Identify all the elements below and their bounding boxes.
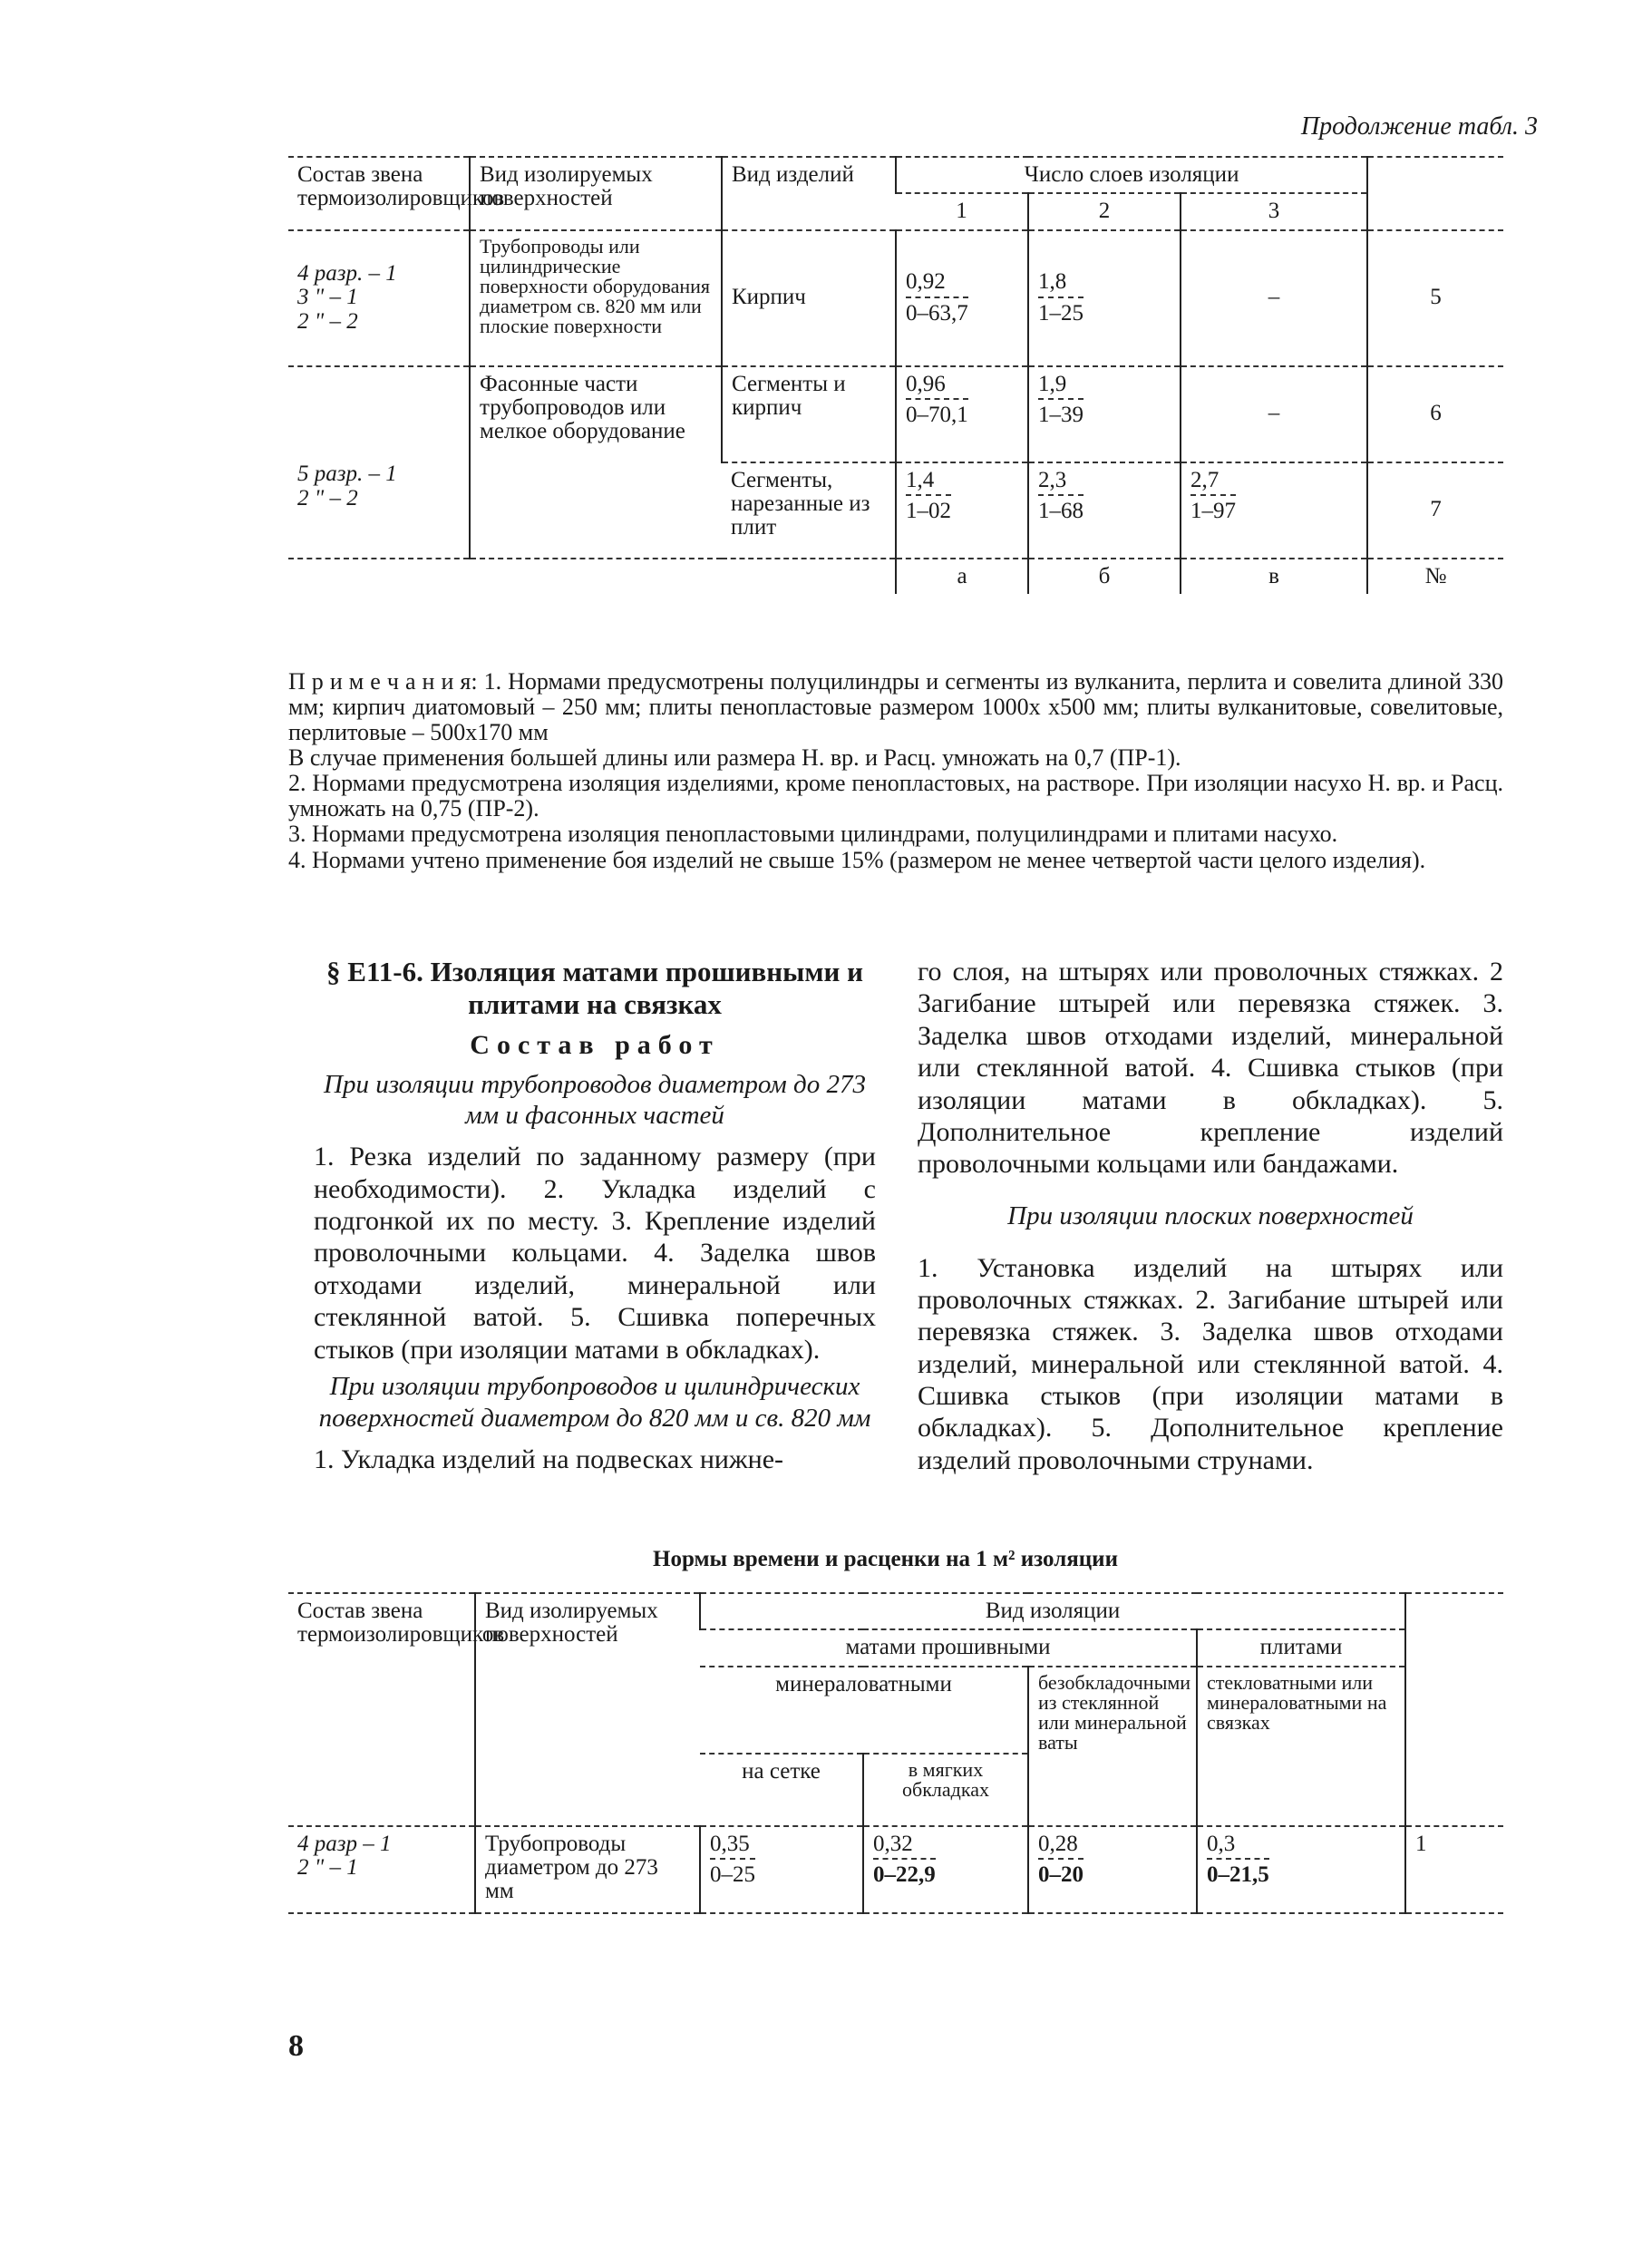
footer-c: в bbox=[1181, 559, 1367, 594]
row-number: 1 bbox=[1405, 1826, 1503, 1913]
header-crew: Состав звена термоизолировщиков bbox=[297, 1599, 505, 1648]
table-caption: Нормы времени и расценки на 1 м² изоляции bbox=[653, 1547, 1118, 1571]
surface-cell: Трубопроводы диаметром до 273 мм bbox=[475, 1826, 700, 1913]
crew-cell: 4 разр. – 1 3 " – 1 2 " – 2 bbox=[297, 261, 397, 334]
left-column bbox=[314, 956, 876, 1475]
value-cell: $\frac{0,28}{0-20}$ bbox=[1028, 1826, 1197, 1913]
header-plates: плитами bbox=[1197, 1629, 1405, 1666]
paragraph: 1. Укладка изделий на подвесках нижне- bbox=[314, 1444, 784, 1474]
page-number: 8 bbox=[288, 2029, 304, 2063]
note-1: П р и м е ч а н и я: 1. Нормами предусмотрены полуцилиндры и сегменты из вулканита, перлита и совелита длиной 330 мм; кирпич диатомовый – 250 мм; плиты пенопластовые размером 1000х х500 мм; плиты вулканитовые, совелитовые, перлитовые – 500х170 мм bbox=[288, 668, 1503, 746]
value-cell: $\frac{0,3}{0-21,5}$ bbox=[1197, 1826, 1405, 1913]
norms-table bbox=[288, 1592, 1503, 1914]
paragraph: го слоя, на штырях или проволочных стяжках. 2 Загибание штырей или перевязка стяжек. 3. Заделка швов отходами изделий, минеральной или стеклянной ватой. 4. Сшивка стыков (при изоляции матами в обкладках). 5. Дополнительное крепление изделий проволочными кольцами или бандажами. bbox=[918, 957, 1503, 1180]
product-cell: Сегменты, нарезанные из плит bbox=[731, 467, 870, 540]
value-cell: $\frac{1,8}{1-25}$ bbox=[1028, 230, 1181, 366]
product-cell: Сегменты и кирпич bbox=[722, 366, 896, 462]
value-cell: $\frac{1,4}{1-02}$ bbox=[896, 462, 1028, 559]
header-on-net: на сетке bbox=[742, 1758, 821, 1784]
row-number: 5 bbox=[1367, 230, 1503, 366]
header-surface: Вид изолируемых поверхностей bbox=[475, 1593, 700, 1826]
surface-cell: Трубопроводы или цилиндрические поверхности оборудования диаметром св. 820 мм или плоские поверхности bbox=[470, 230, 722, 366]
row-number: 7 bbox=[1367, 462, 1503, 559]
header-glass: стекловатными или минераловатными на связках bbox=[1197, 1667, 1405, 1826]
surface-cell: Фасонные части трубопроводов или мелкое оборудование bbox=[470, 366, 722, 559]
crew-cell: 5 разр. – 1 2 " – 2 bbox=[297, 462, 397, 510]
note-1b: В случае применения большей длины или размера Н. вр. и Расц. умножать на 0,7 (ПР-1). bbox=[288, 744, 1181, 772]
note-2: 2. Нормами предусмотрена изоляция изделиями, кроме пенопластовых, на растворе. При изоляции насухо Н. вр. и Расц. умножать на 0,75 (ПР-2). bbox=[288, 770, 1503, 822]
paragraph: 1. Установка изделий на штырях или проволочных стяжках. 2. Загибание штырей или перевязка стяжек. 3. Заделка швов отходами изделий, минеральной или стеклянной ватой. 4. Сшивка стыков (при изоляции матами в обкладках). 5. Дополнительное крепление изделий проволочными струнами. bbox=[918, 1252, 1503, 1475]
value-cell: $\frac{2,7}{1-97}$ bbox=[1181, 462, 1367, 559]
header-kind: Вид изоляции bbox=[700, 1593, 1405, 1629]
paragraph: 1. Резка изделий по заданному размеру (при необходимости). 2. Укладка изделий с подгонкой их по месту. 3. Крепление изделий проволочными кольцами. 4. Заделка швов отходами изделий, минеральной или стеклянной ватой. 5. Сшивка поперечных стыков (при изоляции матами в обкладках). bbox=[314, 1142, 876, 1365]
note-3: 3. Нормами предусмотрена изоляция пенопластовыми цилиндрами, полуцилиндрами и плитами насухо. bbox=[288, 821, 1338, 848]
header-layer-2: 2 bbox=[1028, 193, 1181, 229]
value-cell: $\frac{0,96}{0-70,1}$ bbox=[896, 366, 1028, 462]
product-cell: Кирпич bbox=[722, 230, 896, 366]
header-soft: в мягких обкладках bbox=[863, 1754, 1028, 1826]
header-layer-3: 3 bbox=[1181, 193, 1367, 229]
right-column bbox=[918, 956, 1503, 1476]
value-cell: $\frac{0,32}{0-22,9}$ bbox=[863, 1826, 1028, 1913]
value-cell: $\frac{0,35}{0-25}$ bbox=[700, 1826, 863, 1913]
header-no-cover: безобкладочными из стеклянной или минеральной ваты bbox=[1028, 1667, 1197, 1826]
subheading-273: При изоляции трубопроводов диаметром до 273 мм и фасонных частей bbox=[324, 1069, 866, 1131]
row-number: 6 bbox=[1367, 366, 1503, 462]
composition-heading: Состав работ bbox=[470, 1030, 720, 1061]
header-mats: матами прошивными bbox=[845, 1635, 1051, 1660]
subheading-flat: При изоляции плоских поверхностей bbox=[1007, 1201, 1414, 1230]
value-cell: – bbox=[1181, 230, 1367, 366]
table-row bbox=[288, 230, 1503, 366]
table-row bbox=[288, 366, 1503, 462]
continuation-label: Продолжение табл. 3 bbox=[1300, 112, 1538, 141]
table-footer-row bbox=[288, 559, 1503, 594]
header-product: Вид изделий bbox=[722, 157, 896, 230]
value-cell: – bbox=[1181, 366, 1367, 462]
section-title: § Е11-6. Изоляция матами прошивными и плитами на связках bbox=[326, 956, 863, 1020]
footer-a: а bbox=[896, 559, 1028, 594]
crew-cell: 4 разр – 1 2 " – 1 bbox=[297, 1831, 392, 1880]
table-row bbox=[288, 1826, 1503, 1913]
value-cell: $\frac{0,92}{0-63,7}$ bbox=[896, 230, 1028, 366]
subheading-820: При изоляции трубопроводов и цилиндрических поверхностей диаметром до 820 мм и св. 820 мм bbox=[318, 1372, 871, 1433]
header-surface: Вид изолируемых поверхностей bbox=[470, 157, 722, 230]
note-4: 4. Нормами учтено применение боя изделий не свыше 15% (размером не менее четвертой части целого изделия). bbox=[288, 846, 1426, 873]
notes bbox=[288, 669, 1503, 873]
value-cell: $\frac{2,3}{1-68}$ bbox=[1028, 462, 1181, 559]
header-mineral: минераловатными bbox=[775, 1671, 952, 1696]
value-cell: $\frac{1,9}{1-39}$ bbox=[1028, 366, 1181, 462]
table-3-continuation bbox=[288, 156, 1503, 594]
footer-num: № bbox=[1367, 559, 1503, 594]
header-layers: Число слоев изоляции bbox=[896, 157, 1367, 193]
table-header-row bbox=[288, 157, 1503, 193]
table-header-row bbox=[288, 1593, 1503, 1629]
header-crew: Состав звена термоизолировщиков bbox=[297, 162, 505, 211]
header-layer-1: 1 bbox=[956, 199, 967, 224]
footer-b: б bbox=[1028, 559, 1181, 594]
